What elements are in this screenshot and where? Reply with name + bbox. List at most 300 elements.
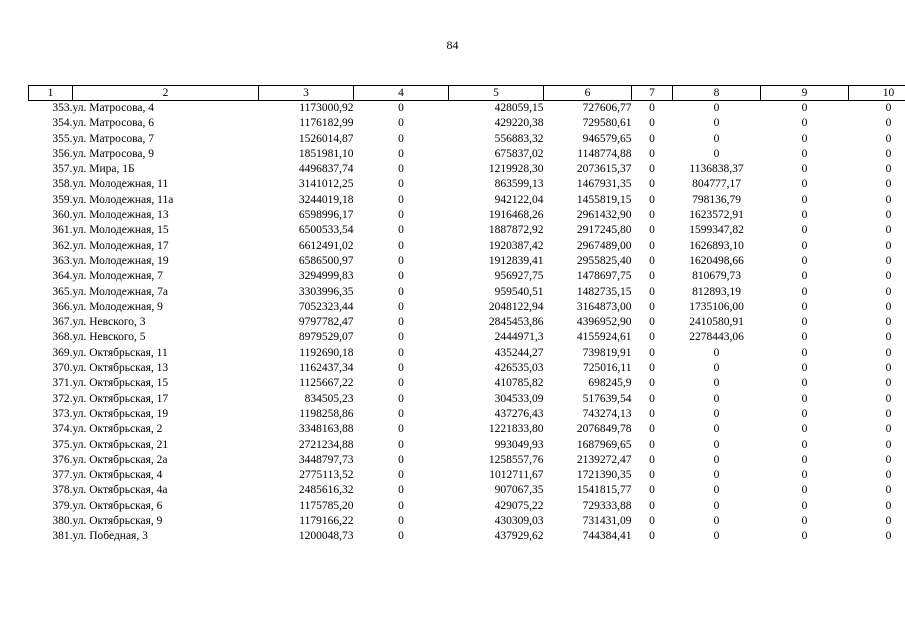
table-cell: 0 — [713, 117, 720, 130]
table-cell: 1526014,87 — [298, 132, 354, 145]
table-cell: 0 — [801, 392, 808, 405]
table-cell: 367. — [52, 316, 73, 329]
table-row — [29, 499, 905, 514]
table-cell: 0 — [885, 132, 892, 145]
table-cell: ул. Молодежная, 7а — [72, 285, 168, 298]
table-cell: ул. Молодежная, 15 — [72, 224, 169, 237]
table-cell: 2076849,78 — [576, 423, 632, 436]
table-cell: 0 — [885, 270, 892, 283]
table-cell: ул. Матросова, 6 — [72, 117, 154, 130]
table-cell: 0 — [649, 224, 655, 237]
table-cell: 426535,03 — [494, 362, 544, 375]
table-cell: 0 — [398, 515, 404, 528]
table-cell: 0 — [649, 316, 655, 329]
table-cell: 0 — [801, 117, 808, 130]
table-cell: ул. Матросова, 4 — [72, 102, 154, 114]
table-cell: 0 — [885, 117, 892, 130]
table-cell: 0 — [398, 209, 404, 222]
table-cell: 2139272,47 — [576, 453, 632, 466]
table-cell: 1623572,91 — [689, 209, 744, 222]
table-row — [29, 239, 905, 254]
table-cell: 2278443,06 — [689, 331, 744, 344]
page-number: 84 — [446, 38, 459, 52]
table-cell: 727606,77 — [582, 102, 632, 114]
table-cell: 6598996,17 — [298, 209, 354, 222]
table-cell: 374. — [52, 423, 73, 436]
table-cell: 3448797,73 — [298, 453, 354, 466]
table-cell: 0 — [801, 270, 808, 283]
table-cell: 0 — [713, 469, 720, 482]
table-cell: 0 — [398, 499, 404, 512]
table-cell: ул. Молодежная, 7 — [72, 270, 163, 283]
table-cell: 379. — [52, 499, 73, 512]
table-cell: 437929,62 — [494, 530, 544, 543]
table-cell: 0 — [649, 362, 655, 375]
table-cell: 4396952,90 — [576, 316, 632, 329]
column-header: 1 — [29, 86, 73, 101]
table-cell: 356. — [52, 147, 73, 160]
table-cell: ул. Молодежная, 11 — [72, 178, 169, 191]
table-cell: 435244,27 — [494, 346, 544, 359]
table-cell: 0 — [398, 423, 404, 436]
table-row — [29, 208, 905, 223]
table-cell: 0 — [885, 209, 892, 222]
table-cell: 2955825,40 — [576, 254, 632, 267]
table-row — [29, 315, 905, 330]
table-cell: 1721390,35 — [576, 469, 632, 482]
table-cell: 0 — [885, 285, 892, 298]
table-cell: 355. — [52, 132, 73, 145]
table-cell: 2845453,86 — [488, 316, 544, 329]
table-cell: 0 — [885, 316, 892, 329]
column-header: 9 — [761, 86, 849, 101]
table-cell: 0 — [649, 392, 655, 405]
table-cell: 4155924,61 — [576, 331, 632, 344]
table-cell: 0 — [649, 178, 655, 191]
table-cell: 0 — [398, 285, 404, 298]
table-cell: 377. — [52, 469, 73, 482]
table-cell: 0 — [801, 423, 808, 436]
table-row — [29, 438, 905, 453]
table-cell: 0 — [398, 484, 404, 497]
table-cell: 0 — [398, 453, 404, 466]
table-cell: 0 — [649, 254, 655, 267]
table-cell: ул. Молодежная, 9 — [72, 300, 163, 313]
table-cell: 2410580,91 — [689, 316, 744, 329]
table-cell: 1467931,35 — [576, 178, 632, 191]
table-cell: 0 — [649, 193, 655, 206]
table-cell: 0 — [801, 300, 808, 313]
table-cell: 2917245,80 — [576, 224, 632, 237]
table-cell: 0 — [885, 300, 892, 313]
table-cell: 0 — [885, 469, 892, 482]
table-cell: 1887872,92 — [488, 224, 544, 237]
table-cell: 0 — [885, 163, 892, 176]
table-cell: 3348163,88 — [298, 423, 354, 436]
table-cell: 907067,35 — [494, 484, 544, 497]
table-cell: 0 — [713, 484, 720, 497]
table-cell: 0 — [713, 499, 720, 512]
table-cell: 834505,23 — [304, 392, 354, 405]
table-cell: 0 — [649, 209, 655, 222]
table-cell: 2961432,90 — [576, 209, 632, 222]
table-cell: 365. — [52, 285, 73, 298]
table-cell: 0 — [885, 331, 892, 344]
table-cell: 375. — [52, 438, 73, 451]
table-cell: 0 — [801, 484, 808, 497]
table-cell: 3303996,35 — [298, 285, 354, 298]
table-cell: 376. — [52, 453, 73, 466]
table-cell: 1200048,73 — [298, 530, 354, 543]
table-cell: 0 — [885, 362, 892, 375]
column-header: 4 — [354, 86, 449, 101]
table-cell: 0 — [885, 453, 892, 466]
table-cell: 0 — [801, 224, 808, 237]
table-cell: 364. — [52, 270, 73, 283]
table-cell: 2444971,3 — [494, 331, 544, 344]
table-cell: ул. Октябрьская, 17 — [72, 392, 169, 405]
table-cell: 0 — [713, 362, 720, 375]
table-cell: 0 — [649, 117, 655, 130]
table-cell: 366. — [52, 300, 73, 313]
table-row — [29, 330, 905, 345]
table-cell: 0 — [398, 346, 404, 359]
table-cell: 0 — [649, 499, 655, 512]
table-cell: 0 — [649, 453, 655, 466]
table-cell: 1198258,86 — [299, 407, 354, 420]
table-cell: 0 — [398, 469, 404, 482]
table-cell: ул. Молодежная, 11а — [72, 193, 174, 206]
table-cell: 369. — [52, 346, 73, 359]
table-cell: 0 — [713, 346, 720, 359]
table-cell: 1173000,92 — [299, 102, 354, 114]
table-cell: 6612491,02 — [298, 239, 354, 252]
table-cell: 0 — [649, 469, 655, 482]
column-header: 8 — [673, 86, 761, 101]
table-cell: 1478697,75 — [576, 270, 632, 283]
table-cell: 0 — [801, 285, 808, 298]
table-cell: ул. Октябрьская, 19 — [72, 407, 169, 420]
table-cell: ул. Октябрьская, 4 — [72, 469, 163, 482]
table-cell: 437276,43 — [494, 407, 544, 420]
table-cell: 959540,51 — [494, 285, 544, 298]
table-cell: 381. — [52, 530, 73, 543]
table-cell: ул. Октябрьская, 21 — [72, 438, 169, 451]
table-cell: 0 — [801, 254, 808, 267]
column-header: 2 — [73, 86, 259, 101]
table-cell: 0 — [885, 254, 892, 267]
column-header: 10 — [849, 86, 905, 101]
table-cell: 0 — [398, 254, 404, 267]
table-cell: 428059,15 — [494, 102, 544, 114]
table-cell: 946579,65 — [582, 132, 632, 145]
table-cell: 1851981,10 — [298, 147, 354, 160]
table-cell: 410785,82 — [494, 377, 544, 390]
table-cell: 358. — [52, 178, 73, 191]
table-cell: ул. Октябрьская, 2а — [72, 453, 168, 466]
table-row — [29, 285, 905, 300]
table-cell: 0 — [398, 193, 404, 206]
table-cell: 0 — [801, 331, 808, 344]
table-cell: 0 — [649, 484, 655, 497]
table-cell: 368. — [52, 331, 73, 344]
table-cell: 0 — [801, 530, 808, 543]
table-cell: 0 — [801, 407, 808, 420]
table-cell: 0 — [885, 499, 892, 512]
table-cell: 812893,19 — [692, 285, 741, 298]
table-cell: 0 — [398, 300, 404, 313]
table-cell: 0 — [713, 453, 720, 466]
table-cell: 0 — [649, 346, 655, 359]
table-row — [29, 361, 905, 376]
table-row — [29, 269, 905, 284]
table-cell: 1541815,77 — [576, 484, 632, 497]
table-cell: 380. — [52, 515, 73, 528]
table-cell: 373. — [52, 407, 73, 420]
table-cell: ул. Октябрьская, 2 — [72, 423, 163, 436]
table-cell: 2721234,88 — [298, 438, 354, 451]
table-cell: 0 — [713, 392, 720, 405]
table-cell: 0 — [885, 147, 892, 160]
table-cell: 1599347,82 — [689, 224, 744, 237]
table-cell: 1626893,10 — [689, 239, 744, 252]
table-cell: 0 — [649, 331, 655, 344]
table-row — [29, 132, 905, 147]
table-row — [29, 101, 905, 117]
table-cell: 0 — [649, 147, 655, 160]
table-cell: ул. Молодежная, 17 — [72, 239, 169, 252]
table-cell: 0 — [398, 163, 404, 176]
column-header: 3 — [259, 86, 354, 101]
table-row — [29, 376, 905, 391]
table-cell: 725016,11 — [583, 362, 632, 375]
table-cell: 0 — [398, 362, 404, 375]
table-cell: 2775113,52 — [299, 469, 354, 482]
table-cell: 1912839,41 — [488, 254, 544, 267]
table-cell: 0 — [649, 239, 655, 252]
table-cell: 0 — [885, 530, 892, 543]
table-cell: 0 — [398, 147, 404, 160]
table-cell: 360. — [52, 209, 73, 222]
table-cell: 0 — [885, 438, 892, 451]
table-cell: 1175785,20 — [299, 499, 354, 512]
table-row — [29, 392, 905, 407]
table-cell: 942122,04 — [494, 193, 544, 206]
table-row — [29, 162, 905, 177]
table-cell: 354. — [52, 117, 73, 130]
table-row — [29, 193, 905, 208]
table-cell: 0 — [801, 147, 808, 160]
table-cell: 1258557,76 — [488, 453, 544, 466]
table-cell: ул. Невского, 3 — [72, 316, 146, 329]
table-cell: 0 — [398, 407, 404, 420]
table-cell: ул. Октябрьская, 13 — [72, 362, 169, 375]
table-cell: 361. — [52, 224, 73, 237]
table-cell: 0 — [801, 377, 808, 390]
table-row — [29, 529, 905, 544]
table-cell: 6500533,54 — [298, 224, 354, 237]
table-cell: 810679,73 — [692, 270, 741, 283]
table-cell: 0 — [885, 239, 892, 252]
table-cell: 0 — [713, 515, 720, 528]
table-cell: 3294999,83 — [298, 270, 354, 283]
table-cell: 675837,02 — [494, 147, 544, 160]
table-cell: 304533,09 — [494, 392, 544, 405]
table-cell: ул. Матросова, 9 — [72, 147, 154, 160]
table-cell: 363. — [52, 254, 73, 267]
table-cell: 0 — [713, 530, 720, 543]
table-cell: 362. — [52, 239, 73, 252]
table-cell: 370. — [52, 362, 73, 375]
table-cell: 1162437,34 — [299, 362, 354, 375]
table-cell: 0 — [801, 209, 808, 222]
table-cell: 0 — [885, 346, 892, 359]
table-cell: 0 — [885, 423, 892, 436]
table-cell: 0 — [885, 102, 892, 114]
table-cell: 1136838,37 — [689, 163, 744, 176]
table-cell: 3141012,25 — [298, 178, 354, 191]
table-cell: 0 — [801, 239, 808, 252]
table-cell: 0 — [801, 469, 808, 482]
table-cell: 1221833,80 — [488, 423, 544, 436]
table-cell: 0 — [801, 316, 808, 329]
table-cell: 0 — [398, 132, 404, 145]
table-cell: 7052323,44 — [298, 300, 354, 313]
table-row — [29, 116, 905, 131]
table-cell: 0 — [713, 438, 720, 451]
table-cell: 0 — [713, 147, 720, 160]
table-cell: 1735106,00 — [689, 300, 744, 313]
table-cell: 0 — [398, 331, 404, 344]
table-cell: ул. Молодежная, 19 — [72, 254, 169, 267]
table-cell: 798136,79 — [692, 193, 741, 206]
table-cell: 0 — [649, 163, 655, 176]
table-cell: 0 — [649, 423, 655, 436]
table-cell: 0 — [801, 178, 808, 191]
table-cell: 1482735,15 — [576, 285, 632, 298]
table-row — [29, 422, 905, 437]
table-cell: 0 — [885, 515, 892, 528]
table-cell: 729580,61 — [582, 117, 632, 130]
table-cell: 3244019,18 — [298, 193, 354, 206]
table-cell: 956927,75 — [494, 270, 544, 283]
table-cell: 6586500,97 — [298, 254, 354, 267]
table-cell: 804777,17 — [692, 178, 741, 191]
table-cell: 0 — [885, 377, 892, 390]
table-cell: 0 — [801, 102, 808, 114]
table-row — [29, 407, 905, 422]
table-row — [29, 254, 905, 269]
table-cell: 353. — [52, 102, 73, 114]
table-cell: 863599,13 — [494, 178, 544, 191]
table-cell: 1920387,42 — [488, 239, 544, 252]
table-cell: 1179166,22 — [299, 515, 354, 528]
table-cell: 0 — [801, 453, 808, 466]
table-cell: 2048122,94 — [488, 300, 544, 313]
table-cell: 0 — [398, 239, 404, 252]
table-cell: 3164873,00 — [576, 300, 632, 313]
table-cell: 0 — [713, 407, 720, 420]
table-cell: 743274,13 — [582, 407, 632, 420]
table-cell: 0 — [801, 499, 808, 512]
table-cell: 0 — [398, 316, 404, 329]
table-cell: 0 — [398, 392, 404, 405]
table-cell: 0 — [649, 285, 655, 298]
table-cell: 372. — [52, 392, 73, 405]
table-row — [29, 453, 905, 468]
table-cell: 9797782,47 — [298, 316, 354, 329]
table-cell: 698245,9 — [588, 377, 632, 390]
table-cell: ул. Октябрьская, 9 — [72, 515, 163, 528]
table-cell: 0 — [398, 270, 404, 283]
column-header: 6 — [544, 86, 632, 101]
table-cell: ул. Мира, 1Б — [72, 163, 135, 176]
table-cell: 993049,93 — [494, 438, 544, 451]
table-cell: 8979529,07 — [298, 331, 354, 344]
table-cell: 0 — [713, 102, 720, 114]
table-cell: 0 — [398, 102, 404, 114]
table-cell: 0 — [649, 438, 655, 451]
table-cell: 1012711,67 — [489, 469, 544, 482]
table-cell: 378. — [52, 484, 73, 497]
column-header: 7 — [632, 86, 673, 101]
table-cell: 0 — [801, 515, 808, 528]
table-row — [29, 483, 905, 498]
table-cell: 0 — [801, 362, 808, 375]
table-cell: 0 — [801, 193, 808, 206]
table-cell: 371. — [52, 377, 73, 390]
table-cell: 0 — [649, 102, 655, 114]
table-cell: 0 — [398, 530, 404, 543]
table-row — [29, 514, 905, 529]
table-cell: 2073615,37 — [576, 163, 632, 176]
table-cell: 0 — [713, 377, 720, 390]
table-row — [29, 177, 905, 192]
table-row — [29, 147, 905, 162]
header-row — [29, 86, 905, 101]
table-cell: 0 — [801, 163, 808, 176]
table-cell: 0 — [398, 224, 404, 237]
table-cell: 0 — [649, 377, 655, 390]
table-cell: 429220,38 — [494, 117, 544, 130]
table-body — [29, 101, 905, 545]
table-cell: 357. — [52, 163, 73, 176]
table-cell: ул. Октябрьская, 6 — [72, 499, 163, 512]
table-cell: 2485616,32 — [298, 484, 354, 497]
table-cell: 1620498,66 — [689, 254, 744, 267]
table-cell: 517639,54 — [582, 392, 632, 405]
table-cell: ул. Победная, 3 — [72, 530, 148, 543]
table-row — [29, 300, 905, 315]
table-cell: ул. Октябрьская, 4а — [72, 484, 168, 497]
table-cell: 0 — [649, 515, 655, 528]
table-cell: ул. Октябрьская, 15 — [72, 377, 169, 390]
table-cell: 359. — [52, 193, 73, 206]
table-cell: 430309,03 — [494, 515, 544, 528]
table-cell: 4496837,74 — [298, 163, 354, 176]
table-cell: 0 — [649, 132, 655, 145]
table-cell: 744384,41 — [582, 530, 632, 543]
table-cell: 0 — [885, 224, 892, 237]
table-cell: 0 — [885, 407, 892, 420]
table-cell: 556883,32 — [494, 132, 544, 145]
table-cell: 0 — [713, 132, 720, 145]
table-cell: 1176182,99 — [299, 117, 354, 130]
table-cell: 0 — [398, 438, 404, 451]
table-row — [29, 223, 905, 238]
table-cell: 0 — [649, 530, 655, 543]
table-cell: ул. Невского, 5 — [72, 331, 146, 344]
